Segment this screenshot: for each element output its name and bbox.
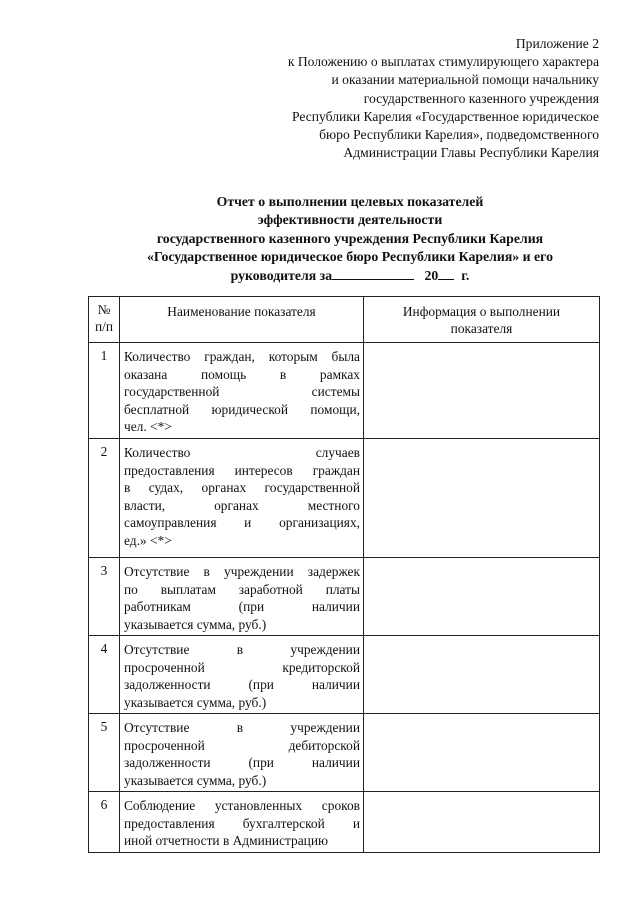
title-year-prefix: 20 [424, 267, 439, 283]
table-row [89, 714, 600, 792]
indicator-name-line: самоуправления и организациях, [124, 515, 360, 530]
indicator-name-line: чел. <*> [124, 419, 172, 434]
indicator-info-cell[interactable] [364, 439, 600, 558]
title-line: эффективности деятельности [257, 212, 443, 228]
title-line: Отчет о выполнении целевых показателей [216, 194, 484, 209]
row-number: 4 [89, 636, 120, 714]
indicator-name-line: просроченной дебиторской [124, 737, 360, 753]
appendix-line: государственного казенного учреждения [363, 90, 599, 106]
indicator-name-line: иной отчетности в Администрацию [124, 833, 329, 848]
row-number: 5 [89, 714, 120, 792]
indicator-name-line: Отсутствие в учреждении задержек [124, 564, 360, 579]
indicator-name-line: Отсутствие в учреждении [124, 642, 360, 657]
table-row [89, 439, 600, 558]
title-line: «Государственное юридическое бюро Республики Карелия» и его [146, 249, 553, 265]
header-indicator-info: Информация о выполнении показателя [364, 297, 600, 343]
title-period-prefix: руководителя за [230, 267, 333, 283]
indicator-name-line: Соблюдение установленных сроков [124, 798, 360, 813]
indicator-name [120, 439, 364, 558]
appendix-line: к Положению о выплатах стимулирующего характера [287, 54, 599, 70]
indicator-name-line: по выплатам заработной платы [124, 581, 360, 597]
indicator-name [120, 792, 364, 853]
indicator-name-line: указывается сумма, руб.) [124, 772, 267, 788]
indicator-info-cell[interactable] [364, 343, 600, 439]
indicator-name-line: ед.» <*> [124, 532, 172, 548]
appendix-header [179, 35, 599, 162]
title-period-line [90, 267, 610, 285]
indicator-info-cell[interactable] [364, 558, 600, 636]
appendix-line: Администрации Главы Республики Карелия [343, 145, 599, 161]
row-number: 3 [89, 558, 120, 636]
indicator-name-line: Количество граждан, которым была [124, 349, 360, 364]
indicator-name-line: власти, органах местного [124, 497, 360, 513]
indicator-name-line: Отсутствие в учреждении [124, 720, 360, 735]
appendix-line: бюро Республики Карелия», подведомственного [319, 127, 599, 143]
indicator-name [120, 714, 364, 792]
indicator-info-cell[interactable] [364, 636, 600, 714]
indicator-info-cell[interactable] [364, 792, 600, 853]
appendix-line: Приложение 2 [515, 36, 599, 51]
header-number: № п/п [89, 297, 120, 343]
row-number: 2 [89, 439, 120, 558]
row-number: 1 [89, 343, 120, 439]
table-row [89, 792, 600, 853]
period-blank [332, 279, 414, 280]
indicator-name [120, 343, 364, 439]
table-header-row [89, 297, 600, 343]
year-blank [438, 279, 454, 280]
row-number: 6 [89, 792, 120, 853]
appendix-line: Республики Карелия «Государственное юридическое [291, 108, 599, 124]
report-title [90, 193, 610, 285]
table-row [89, 636, 600, 714]
indicator-name-line: государственной системы [124, 384, 360, 399]
indicator-name-line: указывается сумма, руб.) [124, 694, 267, 710]
indicator-name-line: Количество случаев [124, 445, 360, 460]
indicators-table [88, 296, 600, 853]
indicator-name-line: просроченной кредиторской [124, 659, 360, 675]
title-year-suffix: г. [461, 267, 470, 283]
indicator-name-line: в судах, органах государственной [124, 480, 360, 495]
indicator-name [120, 558, 364, 636]
indicator-name-line: указывается сумма, руб.) [124, 616, 267, 632]
indicator-name [120, 636, 364, 714]
table-row [89, 343, 600, 439]
indicator-name-line: оказана помощь в рамках [124, 366, 360, 382]
header-indicator-name: Наименование показателя [120, 297, 364, 343]
indicator-name-line: предоставления интересов граждан [124, 462, 360, 478]
indicator-name-line: бесплатной юридической помощи, [124, 401, 360, 417]
indicator-name-line: предоставления бухгалтерской и [124, 815, 360, 831]
table-row [89, 558, 600, 636]
appendix-line: и оказании материальной помощи начальнику [331, 72, 599, 88]
indicator-info-cell[interactable] [364, 714, 600, 792]
indicator-name-line: задолженности (при наличии [124, 755, 360, 770]
title-line: государственного казенного учреждения Республики Карелия [156, 230, 544, 246]
indicator-name-line: задолженности (при наличии [124, 677, 360, 692]
indicator-name-line: работникам (при наличии [124, 599, 360, 614]
